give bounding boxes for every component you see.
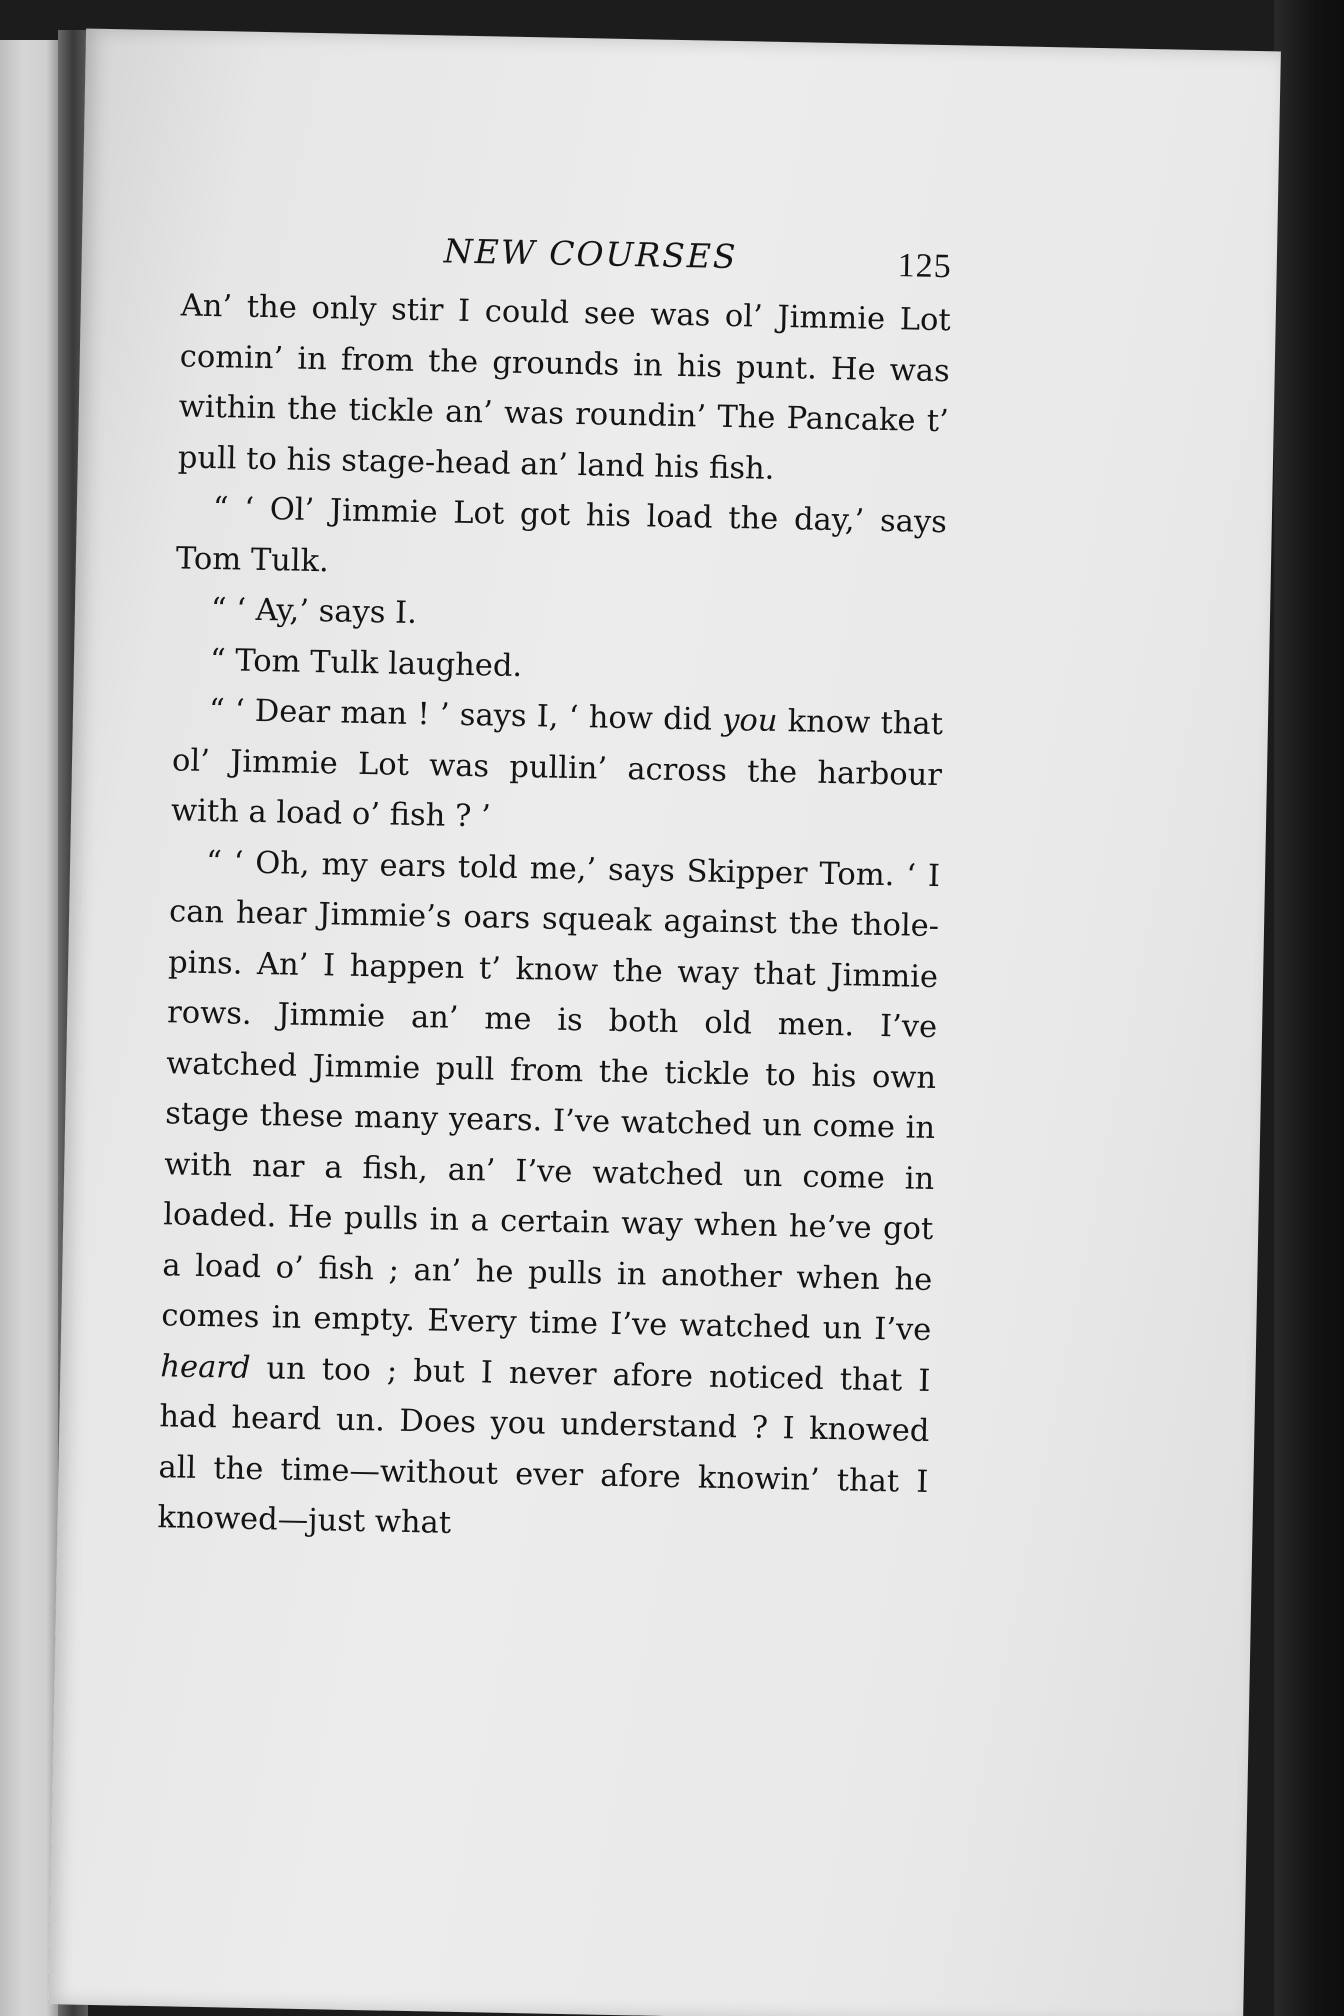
paragraph <box>157 837 940 1559</box>
paragraph <box>177 281 951 498</box>
text-run: “ ‘ Dear man ! ’ says I, ‘ how did <box>208 693 723 738</box>
text-run: know that ol’ Jimmie Lot was pullin’ across the harbour with a load o’ fish ? ’ <box>170 703 944 835</box>
italic-text: heard <box>160 1348 251 1386</box>
text-run: “ ‘ Ol’ Jimmie Lot got his load the day,’ says Tom Tulk. <box>175 491 948 579</box>
body-text <box>157 281 951 1558</box>
paragraph <box>175 483 947 599</box>
text-run: “ ‘ Oh, my ears told me,’ says Skipper Tom. ‘ I can hear Jimmie’s oars squeak against the thole-pins. An’ I happen t’ know the way that Jimmie rows. Jimmie an’ me is both old men. I’ve watched Jimmie pull from the tickle to his own stage these many years. I’ve watched un come in with nar a fish, an’ I’ve watched un come in loaded. He pulls in a certain way when he’ve got a load o’ fish ; an’ he pulls in another when he comes in empty. Every time I’ve watched un I’ve <box>161 844 941 1348</box>
running-head: NEW COURSES <box>443 231 738 277</box>
page-header <box>181 215 952 294</box>
left-page-edge <box>0 40 58 2016</box>
text-run: “ ‘ Ay,’ says I. <box>210 592 418 631</box>
paragraph <box>171 685 944 851</box>
text-run: “ Tom Tulk laughed. <box>209 642 523 684</box>
book-cover-edge <box>1274 0 1344 2016</box>
text-run: un too ; but I never afore noticed that I had heard un. Does you understand ? I knowed all the time—without ever afore knowin’ that I knowed—just what <box>157 1350 931 1541</box>
book-page <box>48 29 1281 2016</box>
italic-text: you <box>721 702 778 739</box>
page-text-block <box>157 215 952 1558</box>
page-number: 125 <box>897 247 953 286</box>
text-run: An’ the only stir I could see was ol’ Jimmie Lot comin’ in from the grounds in his punt. He was within the tickle an’ was roundin’ The Pancake t’ pull to his stage-head an’ land his fish. <box>177 288 951 487</box>
